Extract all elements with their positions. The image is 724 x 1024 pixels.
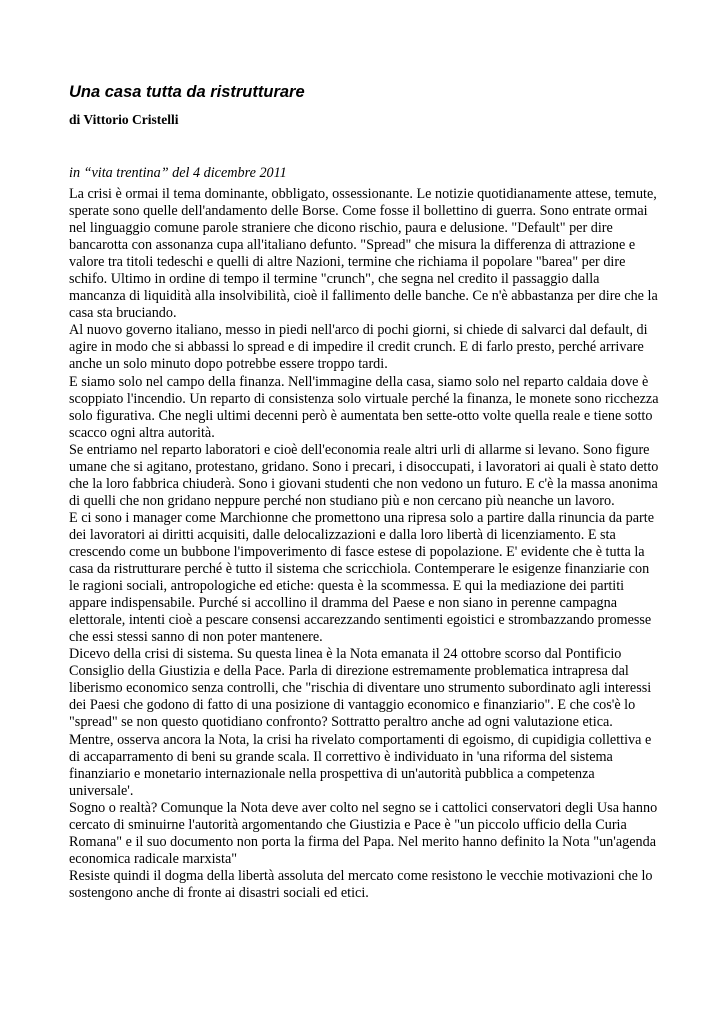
paragraph-6: Dicevo della crisi di sistema. Su questa linea è la Nota emanata il 24 ottobre scorso dal Pontificio Consiglio della Giustizia e della Pace. Parla di direzione estremamente problematica intrapresa dal liberismo economico senza controlli, che "rischia di diventare uno strumento subordinato agli interessi dei Paesi che godono di fatto di una posizione di vantaggio economico e finanziario". E che cos'è lo "spread" se non questo quotidiano confronto? Sottratto peraltro anche ad ogni valutazione etica. Mentre, osserva ancora la Nota, la crisi ha rivelato comportamenti di egoismo, di cupidigia collettiva e di accaparramento di beni su grande scala. Il correttivo è individuato in 'una riforma del sistema finanziario e monetario internazionale nella prospettiva di un'autorità pubblica a competenza universale'.: [69, 646, 652, 799]
paragraph-4: Se entriamo nel reparto laboratori e cioè dell'economia reale altri urli di allarme si levano. Sono figure umane che si agitano, protestano, gridano. Sono i precari, i disoccupati, i lavoratori ai quali è stato detto che la loro fabbrica chiuderà. Sono i giovani studenti che non vedono un futuro. E c'è la massa anonima di quelli che non gridano neppure perché non studiano più e non cercano più neanche un lavoro.: [69, 441, 659, 509]
article-author: di Vittorio Cristelli: [69, 112, 179, 127]
article-source: in “vita trentina” del 4 dicembre 2011: [69, 165, 287, 181]
article-title: Una casa tutta da ristrutturare: [69, 83, 305, 101]
paragraph-8: Resiste quindi il dogma della libertà assoluta del mercato come resistono le vecchie motivazioni che lo sostengono anche di fronte ai disastri sociali ed etici.: [69, 867, 653, 901]
article-body: [69, 186, 659, 902]
paragraph-5: E ci sono i manager come Marchionne che promettono una ripresa solo a partire dalla rinuncia da parte dei lavoratori ai diritti acquisiti, dalle delocalizzazioni e dalla loro libertà di licenziamento. E sta crescendo come un bubbone l'impoverimento di fasce estese di popolazione. E' evidente che è tutta la casa da ristrutturare perché è tutto il sistema che scricchiola. Contemperare le esigenze finanziarie con le ragioni sociali, antropologiche ed etiche: questa è la scommessa. E qui la mediazione dei partiti appare indispensabile. Purché si accollino il dramma del Paese e non siano in perenne campagna elettorale, intenti cioè a pescare consensi accarezzando sentimenti egoistici e strombazzando promesse che essi stessi sanno di non poter mantenere.: [69, 509, 655, 646]
document-page: [69, 82, 659, 902]
paragraph-2: Al nuovo governo italiano, messo in piedi nell'arco di pochi giorni, si chiede di salvarci dal default, di agire in modo che si abbassi lo spread e di impedire il credit crunch. E di farlo presto, perché arrivare anche un solo minuto dopo potrebbe essere troppo tardi.: [69, 322, 648, 373]
paragraph-7: Sogno o realtà? Comunque la Nota deve aver colto nel segno se i cattolici conservatori degli Usa hanno cercato di sminuirne l'autorità argomentando che Giustizia e Pace è "un piccolo ufficio della Curia Romana" e il suo documento non porta la firma del Papa. Nel merito hanno definito la Nota "un'agenda economica radicale marxista": [69, 799, 658, 867]
paragraph-1: La crisi è ormai il tema dominante, obbligato, ossessionante. Le notizie quotidianamente attese, temute, sperate sono quelle dell'andamento delle Borse. Come fosse il bollettino di guerra. Sono entrate ormai nel linguaggio comune parole straniere che dicono rischio, paura e delusione. "Default" per dire bancarotta con assonanza cupa all'italiano defunto. "Spread" che misura la differenza di attrazione e valore tra titoli tedeschi e quelli di altre Nazioni, termine che richiama il popolare "barea" per dire schifo. Ultimo in ordine di tempo il termine "crunch", che segna nel credito il passaggio dalla mancanza di liquidità alla insolvibilità, cioè il fallimento delle banche. Ce n'è abbastanza per dire che la casa sta bruciando.: [69, 186, 658, 322]
paragraph-3: E siamo solo nel campo della finanza. Nell'immagine della casa, siamo solo nel reparto caldaia dove è scoppiato l'incendio. Un reparto di consistenza solo virtuale perché la finanza, le monete sono ricchezza solo figurativa. Che negli ultimi decenni però è aumentata ben sette-otto volte quella reale e tiene sotto scacco ogni altra autorità.: [69, 373, 659, 441]
